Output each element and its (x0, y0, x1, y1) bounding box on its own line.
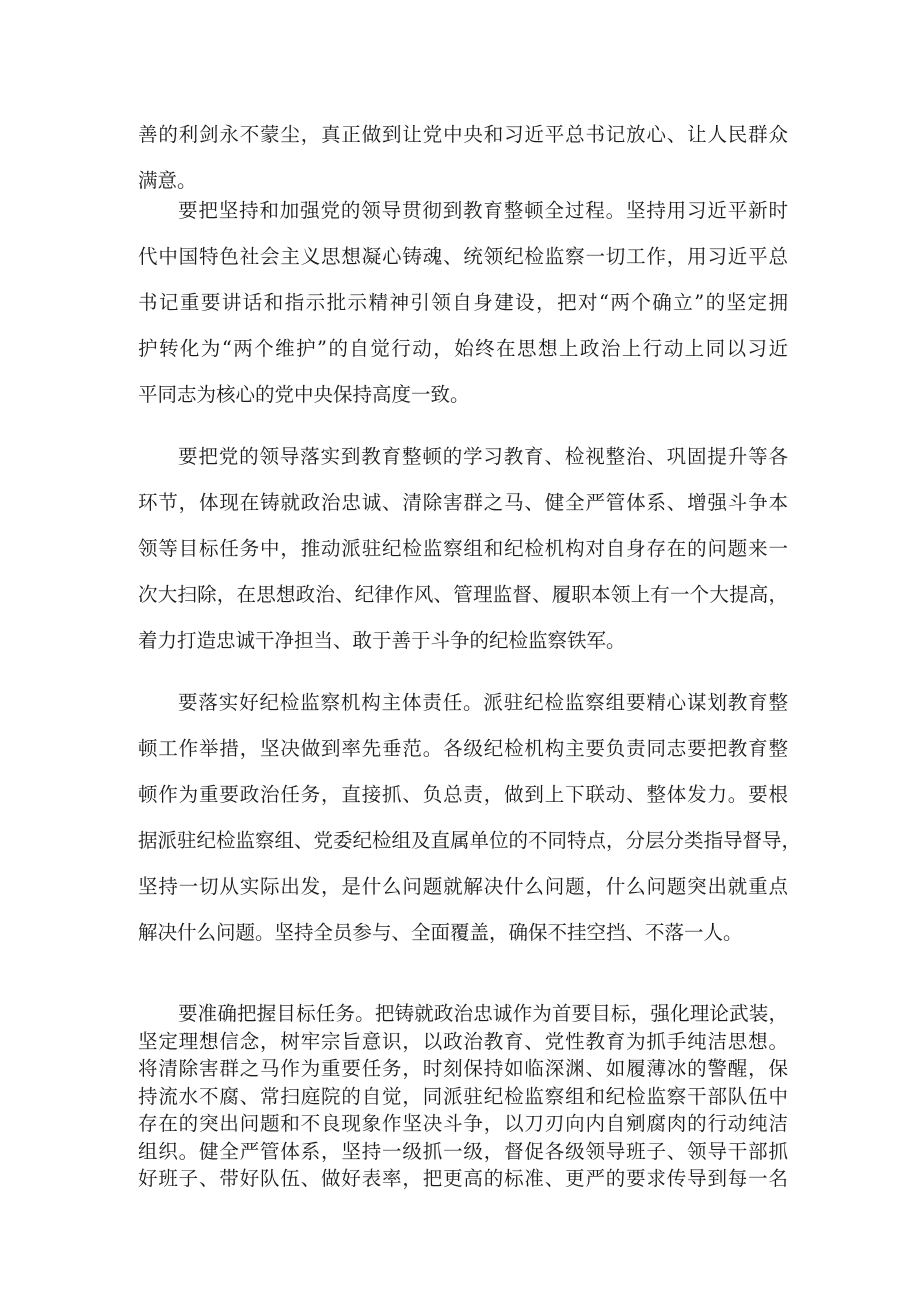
text-line: 护转化为“两个维护”的自觉行动，始终在思想上政治上行动上同以习近 (138, 337, 788, 360)
text-line: 要准确把握目标任务。把铸就政治忠诚作为首要目标，强化理论武装， (178, 1002, 788, 1025)
text-line: 要把坚持和加强党的领导贯彻到教育整顿全过程。坚持用习近平新时 (178, 199, 788, 222)
text-line: 持流水不腐、常扫庭院的自觉，同派驻纪检监察组和纪检监察干部队伍中 (138, 1084, 788, 1108)
text-line: 坚定理想信念，树牢宗旨意识，以政治教育、党性教育为抓手纯洁思想。 (138, 1029, 788, 1053)
paragraph-education-rectification (138, 434, 788, 664)
text-line: 将清除害群之马作为重要任务，时刻保持如临深渊、如履薄冰的警醒，保 (138, 1057, 788, 1080)
text-line: 善的利剑永不蒙尘，真正做到让党中央和习近平总书记放心、让人民群众 (138, 123, 788, 146)
text-line: 要把党的领导落实到教育整顿的学习教育、检视整治、巩固提升等各 (178, 445, 788, 468)
text-line: 次大扫除，在思想政治、纪律作风、管理监督、履职本领上有一个大提高， (138, 583, 788, 606)
text-line: 解决什么问题。坚持全员参与、全面覆盖，确保不挂空挡、不落一人。 (138, 921, 743, 944)
text-line: 领等目标任务中，推动派驻纪检监察组和纪检机构对自身存在的问题来一 (138, 537, 788, 560)
text-line: 坚持一切从实际出发，是什么问题就解决什么问题，什么问题突出就重点 (138, 875, 788, 898)
text-line: 书记重要讲话和指示批示精神引领自身建设，把对“两个确立”的坚定拥 (138, 291, 788, 314)
paragraph-responsibility (138, 680, 802, 956)
text-line: 要落实好纪检监察机构主体责任。派驻纪检监察组要精心谋划教育整 (178, 691, 788, 714)
paragraph-party-leadership (138, 188, 788, 418)
text-line: 代中国特色社会主义思想凝心铸魂、统领纪检监察一切工作，用习近平总 (138, 245, 788, 268)
text-line: 组织。健全严管体系，坚持一级抓一级，督促各级领导班子、领导干部抓 (138, 1139, 788, 1163)
text-line: 顿作为重要政治任务，直接抓、负总责，做到上下联动、整体发力。要根 (138, 783, 788, 806)
text-line: 存在的突出问题和不良现象作坚决斗争，以刀刃向内自剜腐肉的行动纯洁 (138, 1112, 788, 1135)
text-line: 平同志为核心的党中央保持高度一致。 (138, 383, 470, 406)
paragraph-target-tasks (138, 1000, 788, 1193)
text-line: 环节，体现在铸就政治忠诚、清除害群之马、健全严管体系、增强斗争本 (138, 491, 788, 514)
text-line: 顿工作举措，坚决做到率先垂范。各级纪检机构主要负责同志要把教育整 (138, 737, 788, 760)
text-line: 好班子、带好队伍、做好表率，把更高的标准、更严的要求传导到每一名 (138, 1167, 788, 1190)
text-line: 着力打造忠诚干净担当、敢于善于斗争的纪检监察铁军。 (138, 629, 626, 652)
text-line: 满意。 (138, 169, 197, 192)
text-line: 据派驻纪检监察组、党委纪检组及直属单位的不同特点，分层分类指导督导， (138, 829, 802, 852)
